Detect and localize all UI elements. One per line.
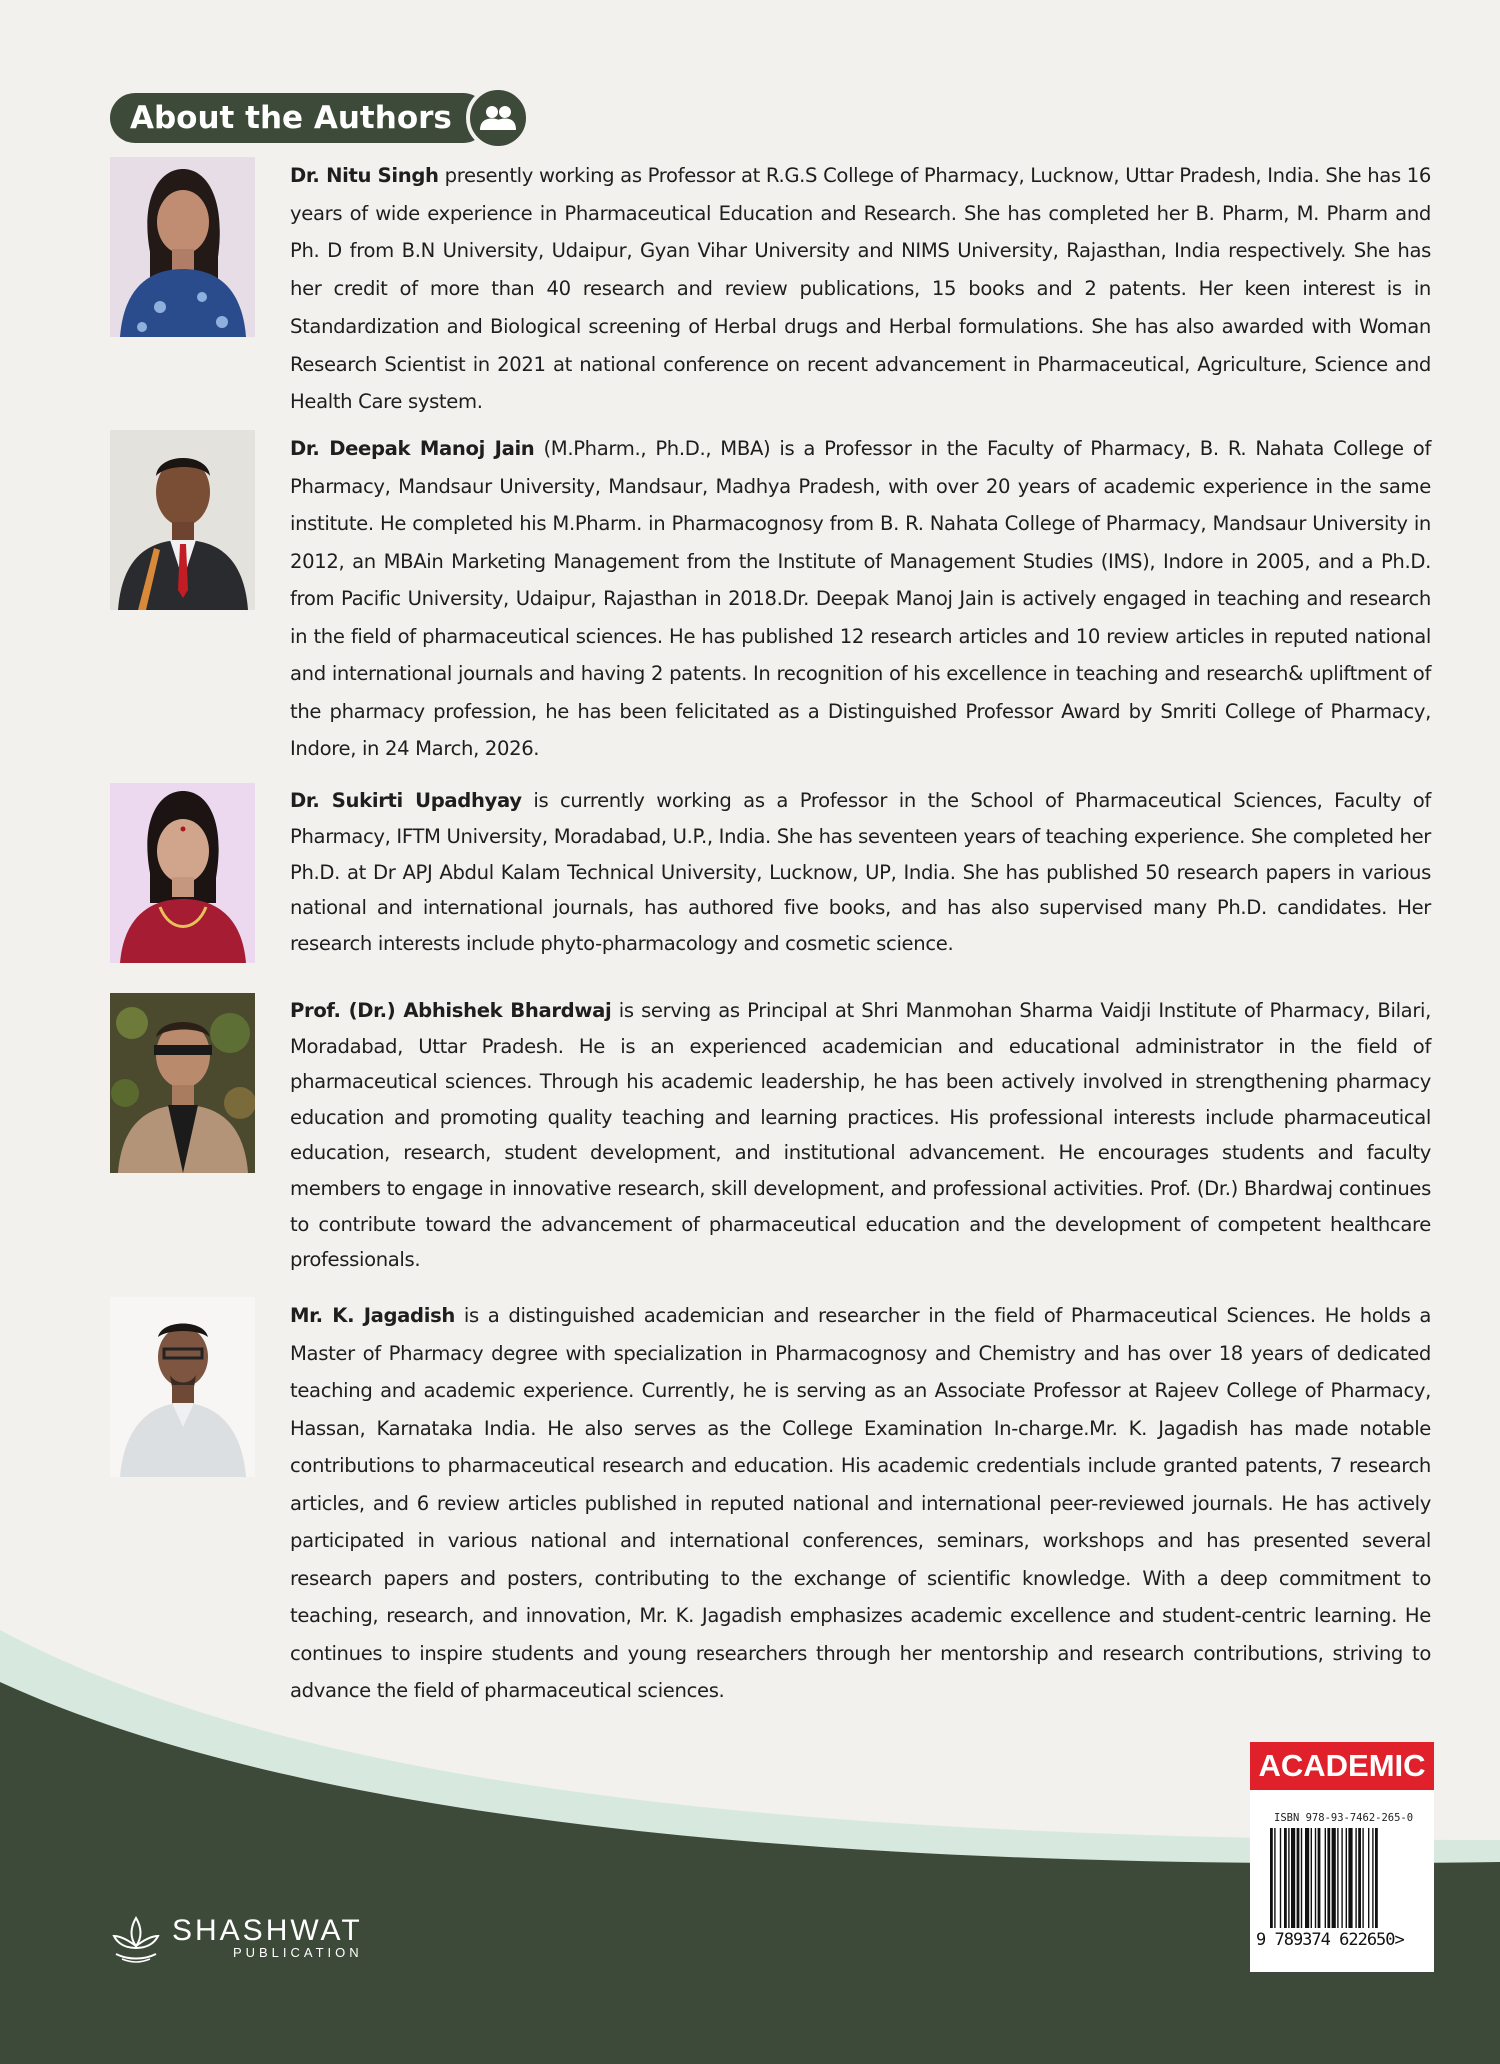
- barcode-bar: [1355, 1828, 1356, 1928]
- barcode-bar: [1311, 1828, 1312, 1928]
- barcode-bar: [1358, 1828, 1361, 1928]
- author-bio-text: is a distinguished academician and researcher in the field of Pharmaceutical Sciences. He holds a Master of Pharmacy degree with specialization in Pharmacognosy and Chemistry and has over 18 years of dedicated teaching and academic experience. Currently, he is serving as an Associate Professor at Rajeev College of Pharmacy, Hassan, Karnataka India. He also serves as the College Examination In-charge.Mr. K. Jagadish has made notable contributions to pharmaceutical research and education. His academic credentials include granted patents, 7 research articles, and 6 review articles published in reputed national and international peer-reviewed journals. He has actively participated in various national and international conferences, seminars, workshops and has presented several research papers and posters, contributing to the exchange of scientific knowledge. With a deep commitment to teaching, research, and innovation, Mr. K. Jagadish emphasizes academic excellence and student-centric learning. He continues to inspire students and young researchers through her mentorship and research contributions, striving to advance the field of pharmaceutical sciences.: [290, 1304, 1432, 1702]
- barcode-bar: [1332, 1828, 1336, 1928]
- lotus-icon: [110, 1912, 162, 1964]
- section-header: [110, 93, 530, 143]
- author-name: Prof. (Dr.) Abhishek Bhardwaj: [290, 999, 612, 1022]
- barcode-bar: [1318, 1828, 1321, 1928]
- isbn-arrow: >: [1394, 1930, 1404, 1950]
- isbn-number: 9 789374 622650: [1256, 1930, 1395, 1950]
- barcode-bar: [1362, 1828, 1363, 1928]
- author-bio-text: presently working as Professor at R.G.S College of Pharmacy, Lucknow, Uttar Pradesh, India. She has 16 years of wide experience in Pharmaceutical Education and Research. She has completed her B. Pharm, M. Pharm and Ph. D from B.N University, Udaipur, Gyan Vihar University and NIMS University, Rajasthan, India respectively. She has her credit of more than 40 research and review publications, 15 books and 2 patents. Her keen interest is in Standardization and Biological screening of Herbal drugs and Herbal formulations. She has also awarded with Woman Research Scientist in 2021 at national conference on recent advancement in Pharmaceutical, Agriculture, Science and Health Care system.: [290, 164, 1431, 414]
- portrait-woman-photo: [110, 157, 255, 337]
- barcode-bar: [1346, 1828, 1347, 1928]
- barcode-bar: [1368, 1828, 1369, 1928]
- isbn-digits: [1256, 1930, 1404, 1950]
- academic-badge: ACADEMIC: [1250, 1742, 1434, 1790]
- barcode-bar: [1372, 1828, 1373, 1928]
- isbn-label: ISBN 978-93-7462-265-0: [1274, 1812, 1414, 1824]
- barcode-bar: [1301, 1828, 1302, 1928]
- isbn-barcode: [1250, 1790, 1434, 1972]
- barcode-bar: [1274, 1828, 1275, 1928]
- barcode-bar: [1327, 1828, 1330, 1928]
- portrait-man-photo: [110, 993, 255, 1173]
- barcode-bar: [1348, 1828, 1352, 1928]
- author-bio-text: is serving as Principal at Shri Manmohan Sharma Vaidji Institute of Pharmacy, Bilari, Moradabad, Uttar Pradesh. He is an experienced academician and educational administrator in the field of pharmaceutical sciences. Through his academic leadership, he has been actively involved in strengthening pharmacy education and promoting quality teaching and learning practices. His professional interests include pharmaceutical education, research, student development, and institutional advancement. He encourages students and faculty members to engage in innovative research, skill development, and professional activities. Prof. (Dr.) Bhardwaj continues to contribute toward the advancement of pharmaceutical education and the development of competent healthcare professionals.: [290, 999, 1431, 1272]
- barcode-bar: [1297, 1828, 1300, 1928]
- barcode-bar: [1288, 1828, 1289, 1928]
- author-bio: [290, 157, 1431, 421]
- barcode-bar: [1341, 1828, 1342, 1928]
- portrait-man-photo: [110, 430, 255, 610]
- author-photo: [110, 157, 255, 337]
- author-photo: [110, 430, 255, 610]
- section-title: About the Authors: [110, 93, 488, 143]
- portrait-man-photo: [110, 1297, 255, 1477]
- author-name: Dr. Deepak Manoj Jain: [290, 437, 535, 460]
- author-bio-text: is currently working as a Professor in the School of Pharmaceutical Sciences, Faculty of Pharmacy, IFTM University, Moradabad, U.P., India. She has seventeen years of teaching experience. She completed her Ph.D. at Dr APJ Abdul Kalam Technical University, Lucknow, UP, India. She has published 50 research papers in various national and international journals, has authored five books, and has also supervised many Ph.D. candidates. Her research interests include phyto-pharmacology and cosmetic science.: [290, 789, 1431, 956]
- author-photo: [110, 993, 255, 1173]
- author-photo: [110, 1297, 255, 1477]
- author-name: Dr. Sukirti Upadhyay: [290, 789, 522, 812]
- author-bio: [290, 1297, 1431, 1710]
- publisher-name: SHASHWAT: [172, 1914, 363, 1947]
- portrait-woman-photo: [110, 783, 255, 963]
- author-name: Mr. K. Jagadish: [290, 1304, 456, 1327]
- author-bio: [290, 783, 1431, 962]
- barcode-bar: [1291, 1828, 1295, 1928]
- barcode-bar: [1375, 1828, 1378, 1928]
- author-photo: [110, 783, 255, 963]
- publisher-subtitle: PUBLICATION: [232, 1945, 363, 1960]
- barcode-bars: [1270, 1828, 1414, 1928]
- author-bio-text: (M.Pharm., Ph.D., MBA) is a Professor in the Faculty of Pharmacy, B. R. Nahata College of Pharmacy, Mandsaur University, Mandsaur, Madhya Pradesh, with over 20 years of academic experience in the same institute. He completed his M.Pharm. in Pharmacognosy from B. R. Nahata College of Pharmacy, Mandsaur University in 2012, an MBAin Marketing Management from the Institute of Management Studies (IMS), Indore in 2005, and a Ph.D. from Pacific University, Udaipur, Rajasthan in 2018.Dr. Deepak Manoj Jain is actively engaged in teaching and research in the field of pharmaceutical sciences. He has published 12 research articles and 10 review articles in reputed national and international journals and having 2 patents. In recognition of his excellence in teaching and research& upliftment of the pharmacy profession, he has been felicitated as a Distinguished Professor Award by Smriti College of Pharmacy, Indore, in 24 March, 2026.: [290, 437, 1431, 760]
- author-bio: [290, 993, 1431, 1278]
- users-icon: [466, 86, 530, 150]
- author-bio: [290, 430, 1431, 768]
- barcode-bar: [1280, 1828, 1281, 1928]
- barcode-bar: [1337, 1828, 1338, 1928]
- barcode-bar: [1284, 1828, 1287, 1928]
- author-name: Dr. Nitu Singh: [290, 164, 439, 187]
- barcode-bar: [1315, 1828, 1316, 1928]
- barcode-bar: [1305, 1828, 1309, 1928]
- barcode-bar: [1270, 1828, 1273, 1928]
- barcode-bar: [1325, 1828, 1326, 1928]
- publisher-logo: [110, 1912, 363, 1964]
